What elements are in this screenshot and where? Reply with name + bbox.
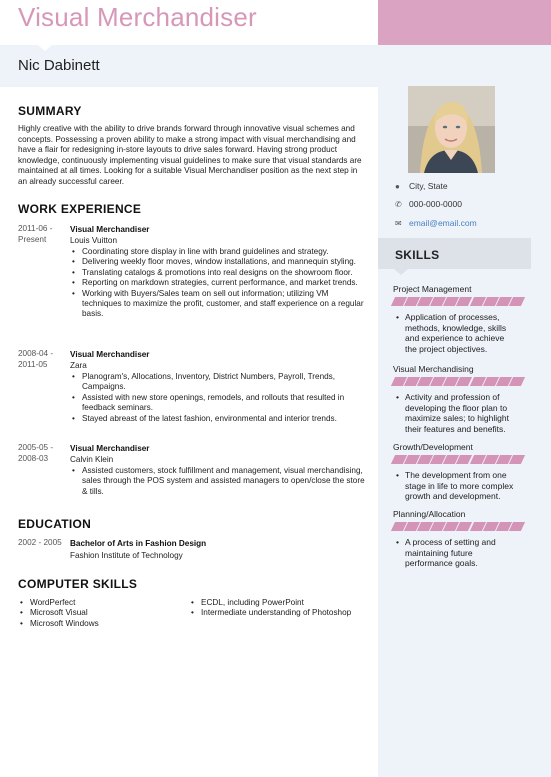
contact-location: ● City, State bbox=[395, 181, 448, 191]
computer-skills-list-1 bbox=[18, 598, 99, 629]
education-dates: 2002 - 2005 bbox=[18, 538, 62, 547]
job-entry bbox=[18, 443, 368, 497]
skill-description: • Application of processes, methods, knowledge, skills and experience to achieve the project objectives. bbox=[393, 312, 518, 354]
skill-name: Planning/Allocation bbox=[393, 509, 466, 519]
profile-photo-image bbox=[408, 86, 495, 173]
job-role: Visual Merchandiser bbox=[70, 444, 150, 453]
job-bullet: • Planogram's, Allocations, Inventory, District Numbers, Payroll, Trends, Campaigns. bbox=[70, 372, 368, 393]
job-company: Zara bbox=[70, 361, 87, 370]
job-bullet: • Stayed abreast of the latest fashion, environmental and interior trends. bbox=[70, 414, 368, 424]
skill-name: Project Management bbox=[393, 284, 472, 294]
job-dates: 2008-04 - 2011-05 bbox=[18, 349, 54, 369]
skill-name: Growth/Development bbox=[393, 442, 473, 452]
phone-icon: ✆ bbox=[395, 200, 402, 209]
skill-item bbox=[393, 364, 523, 434]
skill-description: • A process of setting and maintaining future performance goals. bbox=[393, 537, 518, 569]
skills-title: SKILLS bbox=[395, 248, 440, 262]
skill-bar-segment bbox=[509, 455, 525, 464]
job-bullet: • Assisted customers, stock fulfillment and management, visual merchandising, sales through the POS system and assisted managers to open/close the store & tills. bbox=[70, 466, 368, 497]
job-bullet: • Assisted with new store openings, remodels, and rollouts that resulted in feedback seminars. bbox=[70, 393, 368, 414]
skill-bar-segment bbox=[509, 522, 525, 531]
map-pin-icon: ● bbox=[395, 182, 400, 191]
skill-level-bar bbox=[393, 522, 523, 531]
person-name: Nic Dabinett bbox=[18, 57, 100, 74]
skill-level-bar bbox=[393, 377, 523, 386]
skill-level-bar bbox=[393, 455, 523, 464]
job-dates: 2011-06 - Present bbox=[18, 224, 53, 244]
skill-item bbox=[393, 509, 523, 569]
computer-skills-title: COMPUTER SKILLS bbox=[18, 577, 138, 591]
computer-skill-item: • WordPerfect bbox=[18, 598, 99, 608]
skill-description: • The development from one stage in life to more complex growth and development. bbox=[393, 470, 518, 502]
education-entry bbox=[18, 538, 368, 562]
skill-level-bar bbox=[393, 297, 523, 306]
job-role: Visual Merchandiser bbox=[70, 350, 150, 359]
job-role: Visual Merchandiser bbox=[70, 225, 150, 234]
computer-skill-item: • ECDL, including PowerPoint bbox=[189, 598, 351, 608]
skills-header-notch bbox=[394, 269, 408, 275]
summary-title: SUMMARY bbox=[18, 104, 82, 118]
job-entry bbox=[18, 224, 368, 320]
job-title: Visual Merchandiser bbox=[18, 2, 257, 32]
skill-description: • Activity and profession of developing the floor plan to maximize sales; to highlight their features and benefits. bbox=[393, 392, 518, 434]
job-bullet: • Translating catalogs & promotions into real designs on the showroom floor. bbox=[70, 268, 368, 278]
computer-skill-item: • Microsoft Visual bbox=[18, 608, 99, 618]
contact-phone: ✆ 000-000-0000 bbox=[395, 199, 462, 209]
header-accent-block bbox=[378, 0, 551, 45]
work-experience-title: WORK EXPERIENCE bbox=[18, 202, 142, 216]
name-band-notch bbox=[38, 45, 52, 51]
email-link[interactable]: email@email.com bbox=[409, 218, 477, 228]
skill-name: Visual Merchandising bbox=[393, 364, 474, 374]
education-title: EDUCATION bbox=[18, 517, 92, 531]
job-bullet: • Working with Buyers/Sales team on sell out information; utilizing VM techniques to maximize the profit, customer, and staff experience on a regular basis. bbox=[70, 289, 368, 320]
job-bullet: • Reporting on markdown strategies, current performance, and market trends. bbox=[70, 278, 368, 288]
job-company: Louis Vuitton bbox=[70, 236, 118, 245]
job-bullet: • Coordinating store display in line with brand guidelines and strategy. bbox=[70, 247, 368, 257]
job-entry bbox=[18, 349, 368, 424]
job-bullet: • Delivering weekly floor moves, window installations, and mannequin styling. bbox=[70, 257, 368, 267]
education-school: Fashion Institute of Technology bbox=[70, 551, 183, 560]
skill-bar-segment bbox=[509, 377, 525, 386]
summary-text: Highly creative with the ability to drive brands forward through innovative visual schemes and concepts. Possessing a proven ability to make a strong impact with visual merchandising and have a flair for redesigning in-store layouts to drive sales forward. Having strong product knowledge, continuously implementing visual guidelines to make sure that visual standards are maintained at all times. Looking for a suitable Visual Merchandiser position as the next step in an already successful career. bbox=[18, 124, 362, 186]
skill-item bbox=[393, 284, 523, 354]
contact-email[interactable] bbox=[395, 218, 477, 228]
skill-bar-segment bbox=[509, 297, 525, 306]
profile-photo bbox=[408, 86, 495, 173]
education-degree: Bachelor of Arts in Fashion Design bbox=[70, 539, 207, 548]
skill-item bbox=[393, 442, 523, 502]
job-dates: 2005-05 - 2008-03 bbox=[18, 443, 54, 463]
computer-skill-item: • Intermediate understanding of Photoshop bbox=[189, 608, 351, 618]
computer-skill-item: • Microsoft Windows bbox=[18, 619, 99, 629]
computer-skills-list-2 bbox=[189, 598, 351, 619]
envelope-icon: ✉ bbox=[395, 219, 402, 228]
job-company: Calvin Klein bbox=[70, 455, 114, 464]
